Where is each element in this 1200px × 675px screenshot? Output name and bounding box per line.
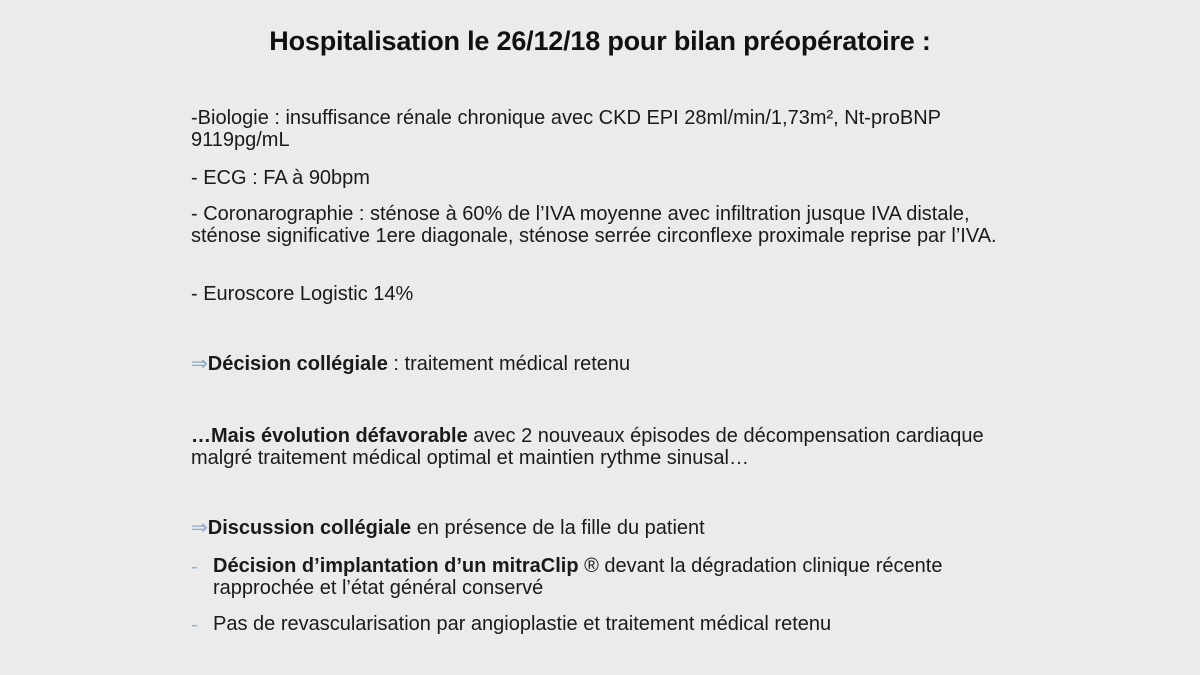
discussion-line bbox=[191, 517, 1021, 539]
implies-arrow-icon: ⇒ bbox=[191, 353, 208, 375]
bullet-no-revascularisation-text: Pas de revascularisation par angioplastie et traitement médical retenu bbox=[213, 613, 832, 635]
evolution-rest: avec 2 nouveaux épisodes de décompensation cardiaque malgré traitement médical optimal et maintien rythme sinusal… bbox=[191, 425, 984, 469]
biology-text: -Biologie : insuffisance rénale chronique avec CKD EPI 28ml/min/1,73m², Nt-proBNP 9119pg/mL bbox=[191, 107, 941, 151]
ecg-item bbox=[191, 167, 1021, 189]
coronarography-text: - Coronarographie : sténose à 60% de l’IVA moyenne avec infiltration jusque IVA distale, sténose significative 1ere diagonale, sténose serrée circonflexe proximale reprise par l’IVA. bbox=[191, 203, 997, 247]
euroscore-text: - Euroscore Logistic 14% bbox=[191, 283, 414, 305]
bullet-dash: - bbox=[191, 556, 198, 578]
evolution-paragraph bbox=[191, 425, 1021, 469]
bullet-dash: - bbox=[191, 614, 198, 636]
decision-rest: : traitement médical retenu bbox=[387, 353, 631, 375]
bullet-mitraclip-rest: ® devant la dégradation clinique récente rapprochée et l’état général conservé bbox=[213, 555, 943, 599]
euroscore-item bbox=[191, 283, 1021, 305]
decision-line bbox=[191, 353, 1021, 375]
discussion-rest: en présence de la fille du patient bbox=[411, 517, 705, 539]
coronarography-item bbox=[191, 203, 1021, 247]
discussion-bold: Discussion collégiale bbox=[207, 517, 412, 539]
bullet-mitraclip-bold: Décision d’implantation d’un mitraClip bbox=[213, 555, 579, 577]
bullet-no-revascularisation bbox=[213, 613, 1013, 635]
evolution-bold: …Mais évolution défavorable bbox=[191, 425, 468, 447]
decision-bold: Décision collégiale bbox=[207, 353, 388, 375]
bullet-mitraclip bbox=[213, 555, 1013, 599]
ecg-text: - ECG : FA à 90bpm bbox=[191, 167, 370, 189]
implies-arrow-icon: ⇒ bbox=[191, 517, 208, 539]
slide-title: Hospitalisation le 26/12/18 pour bilan préopératoire : bbox=[269, 26, 931, 56]
biology-item bbox=[191, 107, 1021, 151]
